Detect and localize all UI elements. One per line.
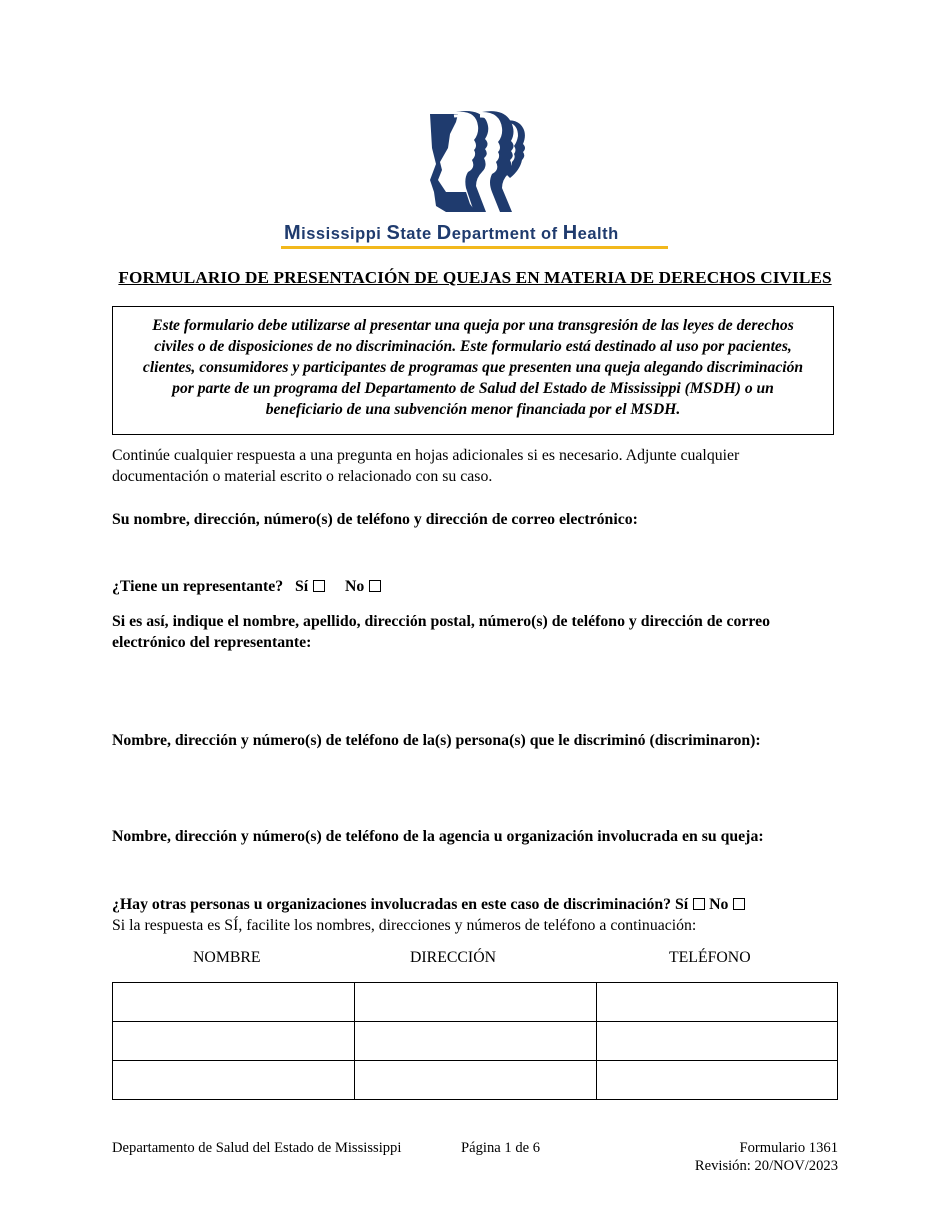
mississippi-faces-emblem [280, 108, 670, 220]
others-note: Si la respuesta es SÍ, facilite los nombres, direcciones y números de teléfono a continuación: [112, 917, 697, 934]
footer-page-number: Página 1 de 6 [461, 1140, 541, 1156]
question-contact-info: Su nombre, dirección, número(s) de teléfono y dirección de correo electrónico: [112, 511, 638, 528]
representative-no-checkbox[interactable] [369, 580, 381, 592]
question-others-label: ¿Hay otras personas u organizaciones involucradas en este caso de discriminación? [112, 896, 672, 913]
logo-gold-underline [281, 246, 668, 249]
table-cell-nombre[interactable] [113, 983, 355, 1022]
table-cell-direccion[interactable] [355, 983, 597, 1022]
representative-yes-checkbox[interactable] [313, 580, 325, 592]
footer-department: Departamento de Salud del Estado de Mississippi [112, 1140, 402, 1156]
instructions-text: Continúe cualquier respuesta a una pregunta en hojas adicionales si es necesario. Adjunte cualquier documentación o material escrito o relacionado con su caso. [112, 447, 740, 485]
question-discriminator: Nombre, dirección y número(s) de teléfono de la(s) persona(s) que le discriminó (discriminaron): [112, 732, 761, 749]
table-cell-nombre[interactable] [113, 1022, 355, 1061]
representative-no-label: No [344, 578, 365, 595]
notice-text: Este formulario debe utilizarse al presentar una queja por una transgresión de las leyes de derechos civiles o de disposiciones de no discriminación. Este formulario está destinado al uso por pacientes, clientes, consumidores y participantes de programas que presenten una queja alegando discriminación por parte de un programa del Departamento de Salud del Estado de Mississippi (MSDH) o un beneficiario de una subvención menor financiada por el MSDH. [142, 317, 804, 418]
table-cell-nombre[interactable] [113, 1061, 355, 1100]
table-cell-telefono[interactable] [597, 983, 838, 1022]
question-representative [112, 576, 832, 597]
others-yes-label: Sí [674, 896, 689, 913]
others-no-checkbox[interactable] [733, 898, 745, 910]
form-title: FORMULARIO DE PRESENTACIÓN DE QUEJAS EN MATERIA DE DERECHOS CIVILES [118, 268, 832, 287]
logo-wordmark: Mississippi State Department of Health [284, 222, 619, 244]
table-row [113, 1061, 838, 1100]
others-yes-checkbox[interactable] [693, 898, 705, 910]
column-header-telefono: TELÉFONO [669, 949, 751, 966]
question-others [112, 894, 842, 915]
table-row [113, 983, 838, 1022]
footer-revision: Revisión: 20/NOV/2023 [694, 1158, 838, 1174]
representative-yes-label: Sí [295, 578, 309, 595]
others-table [112, 982, 838, 1100]
others-no-label: No [709, 896, 729, 913]
question-representative-label: ¿Tiene un representante? [112, 578, 284, 595]
table-row [113, 1022, 838, 1061]
table-cell-direccion[interactable] [355, 1022, 597, 1061]
table-cell-direccion[interactable] [355, 1061, 597, 1100]
column-header-nombre: NOMBRE [193, 949, 261, 966]
table-cell-telefono[interactable] [597, 1061, 838, 1100]
notice-box [112, 306, 834, 435]
footer-form-info [695, 1139, 838, 1175]
question-agency: Nombre, dirección y número(s) de teléfono de la agencia u organización involucrada en su queja: [112, 828, 764, 845]
column-header-direccion: DIRECCIÓN [410, 949, 497, 966]
table-cell-telefono[interactable] [597, 1022, 838, 1061]
question-representative-details: Si es así, indique el nombre, apellido, dirección postal, número(s) de teléfono y dirección de correo electrónico del representante: [112, 613, 771, 651]
footer-form-number: Formulario 1361 [739, 1140, 838, 1156]
